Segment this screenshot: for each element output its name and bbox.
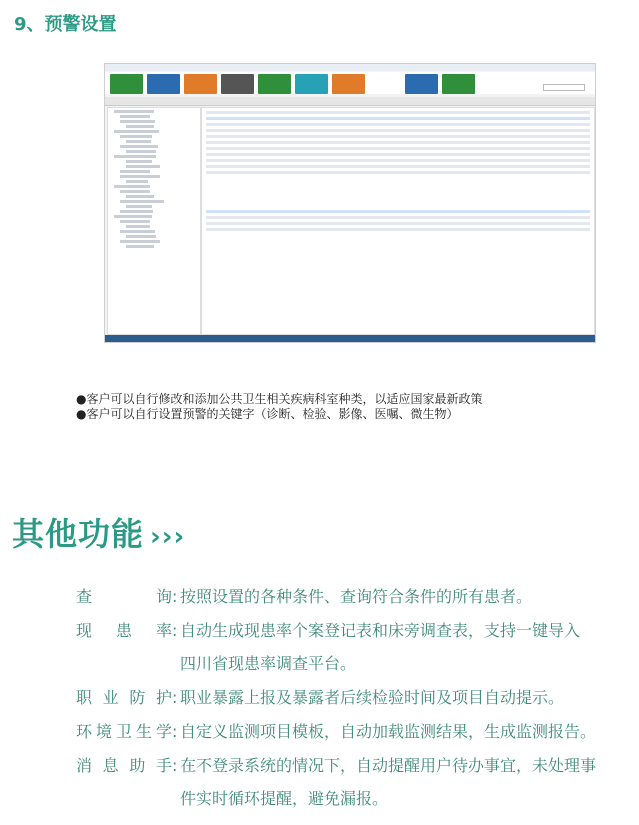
other-functions-heading	[12, 509, 185, 555]
feature-label: 消 息 助 手	[76, 756, 172, 775]
ribbon-tile	[221, 74, 254, 94]
screenshot-ribbon	[105, 72, 595, 94]
bullet-item: ●客户可以自行设置预警的关键字（诊断、检验、影像、医嘱、微生物）	[76, 407, 459, 421]
feature-desc: 在不登录系统的情况下，自动提醒用户待办事宜，未处理事	[180, 756, 597, 775]
feature-label: 查 询	[76, 587, 172, 606]
screenshot-tabs	[105, 97, 595, 106]
ribbon-tile	[258, 74, 291, 94]
settings-screenshot	[104, 63, 596, 343]
ribbon-tile	[332, 74, 365, 94]
feature-desc: 自动生成现患率个案登记表和床旁调查表，支持一键导入	[180, 621, 581, 640]
screenshot-statusbar	[105, 335, 595, 342]
feature-desc: 职业暴露上报及暴露者后续检验时间及项目自动提示。	[180, 688, 565, 707]
feature-message-assistant: 消 息 助 手: 在不登录系统的情况下，自动提醒用户待办事宜，未处理事	[76, 756, 597, 775]
screenshot-tree-panel	[107, 107, 201, 335]
feature-desc: 按照设置的各种条件、查询符合条件的所有患者。	[180, 587, 533, 606]
bullet-list	[76, 392, 482, 422]
screenshot-main-panel	[201, 107, 595, 335]
screenshot-titlebar	[105, 64, 595, 71]
ribbon-tile	[295, 74, 328, 94]
section-title: 9、预警设置	[14, 14, 117, 35]
ribbon-tile	[442, 74, 475, 94]
feature-label: 职 业 防 护	[76, 688, 172, 707]
feature-environment: 环境卫生学: 自定义监测项目模板，自动加载监测结果，生成监测报告。	[76, 722, 597, 741]
heading-text: 其他功能	[12, 515, 145, 553]
ribbon-tile	[405, 74, 438, 94]
feature-occupational: 职 业 防 护: 职业暴露上报及暴露者后续检验时间及项目自动提示。	[76, 688, 565, 707]
feature-label: 环境卫生学	[76, 722, 172, 741]
feature-query: 查 询: 按照设置的各种条件、查询符合条件的所有患者。	[76, 587, 533, 606]
ribbon-tile	[184, 74, 217, 94]
ribbon-tile	[110, 74, 143, 94]
bullet-item: ●客户可以自行修改和添加公共卫生相关疾病科室种类，以适应国家最新政策	[76, 392, 483, 406]
feature-label: 现 患 率	[76, 621, 172, 640]
feature-desc-continued: 件实时循环提醒，避免漏报。	[180, 789, 389, 808]
triple-chevron-icon: ›››	[150, 522, 186, 552]
feature-desc-continued: 四川省现患率调查平台。	[180, 654, 357, 673]
feature-prevalence: 现 患 率: 自动生成现患率个案登记表和床旁调查表，支持一键导入	[76, 621, 581, 640]
feature-desc: 自定义监测项目模板，自动加载监测结果，生成监测报告。	[180, 722, 597, 741]
screenshot-search-box	[543, 84, 585, 91]
ribbon-tile	[147, 74, 180, 94]
